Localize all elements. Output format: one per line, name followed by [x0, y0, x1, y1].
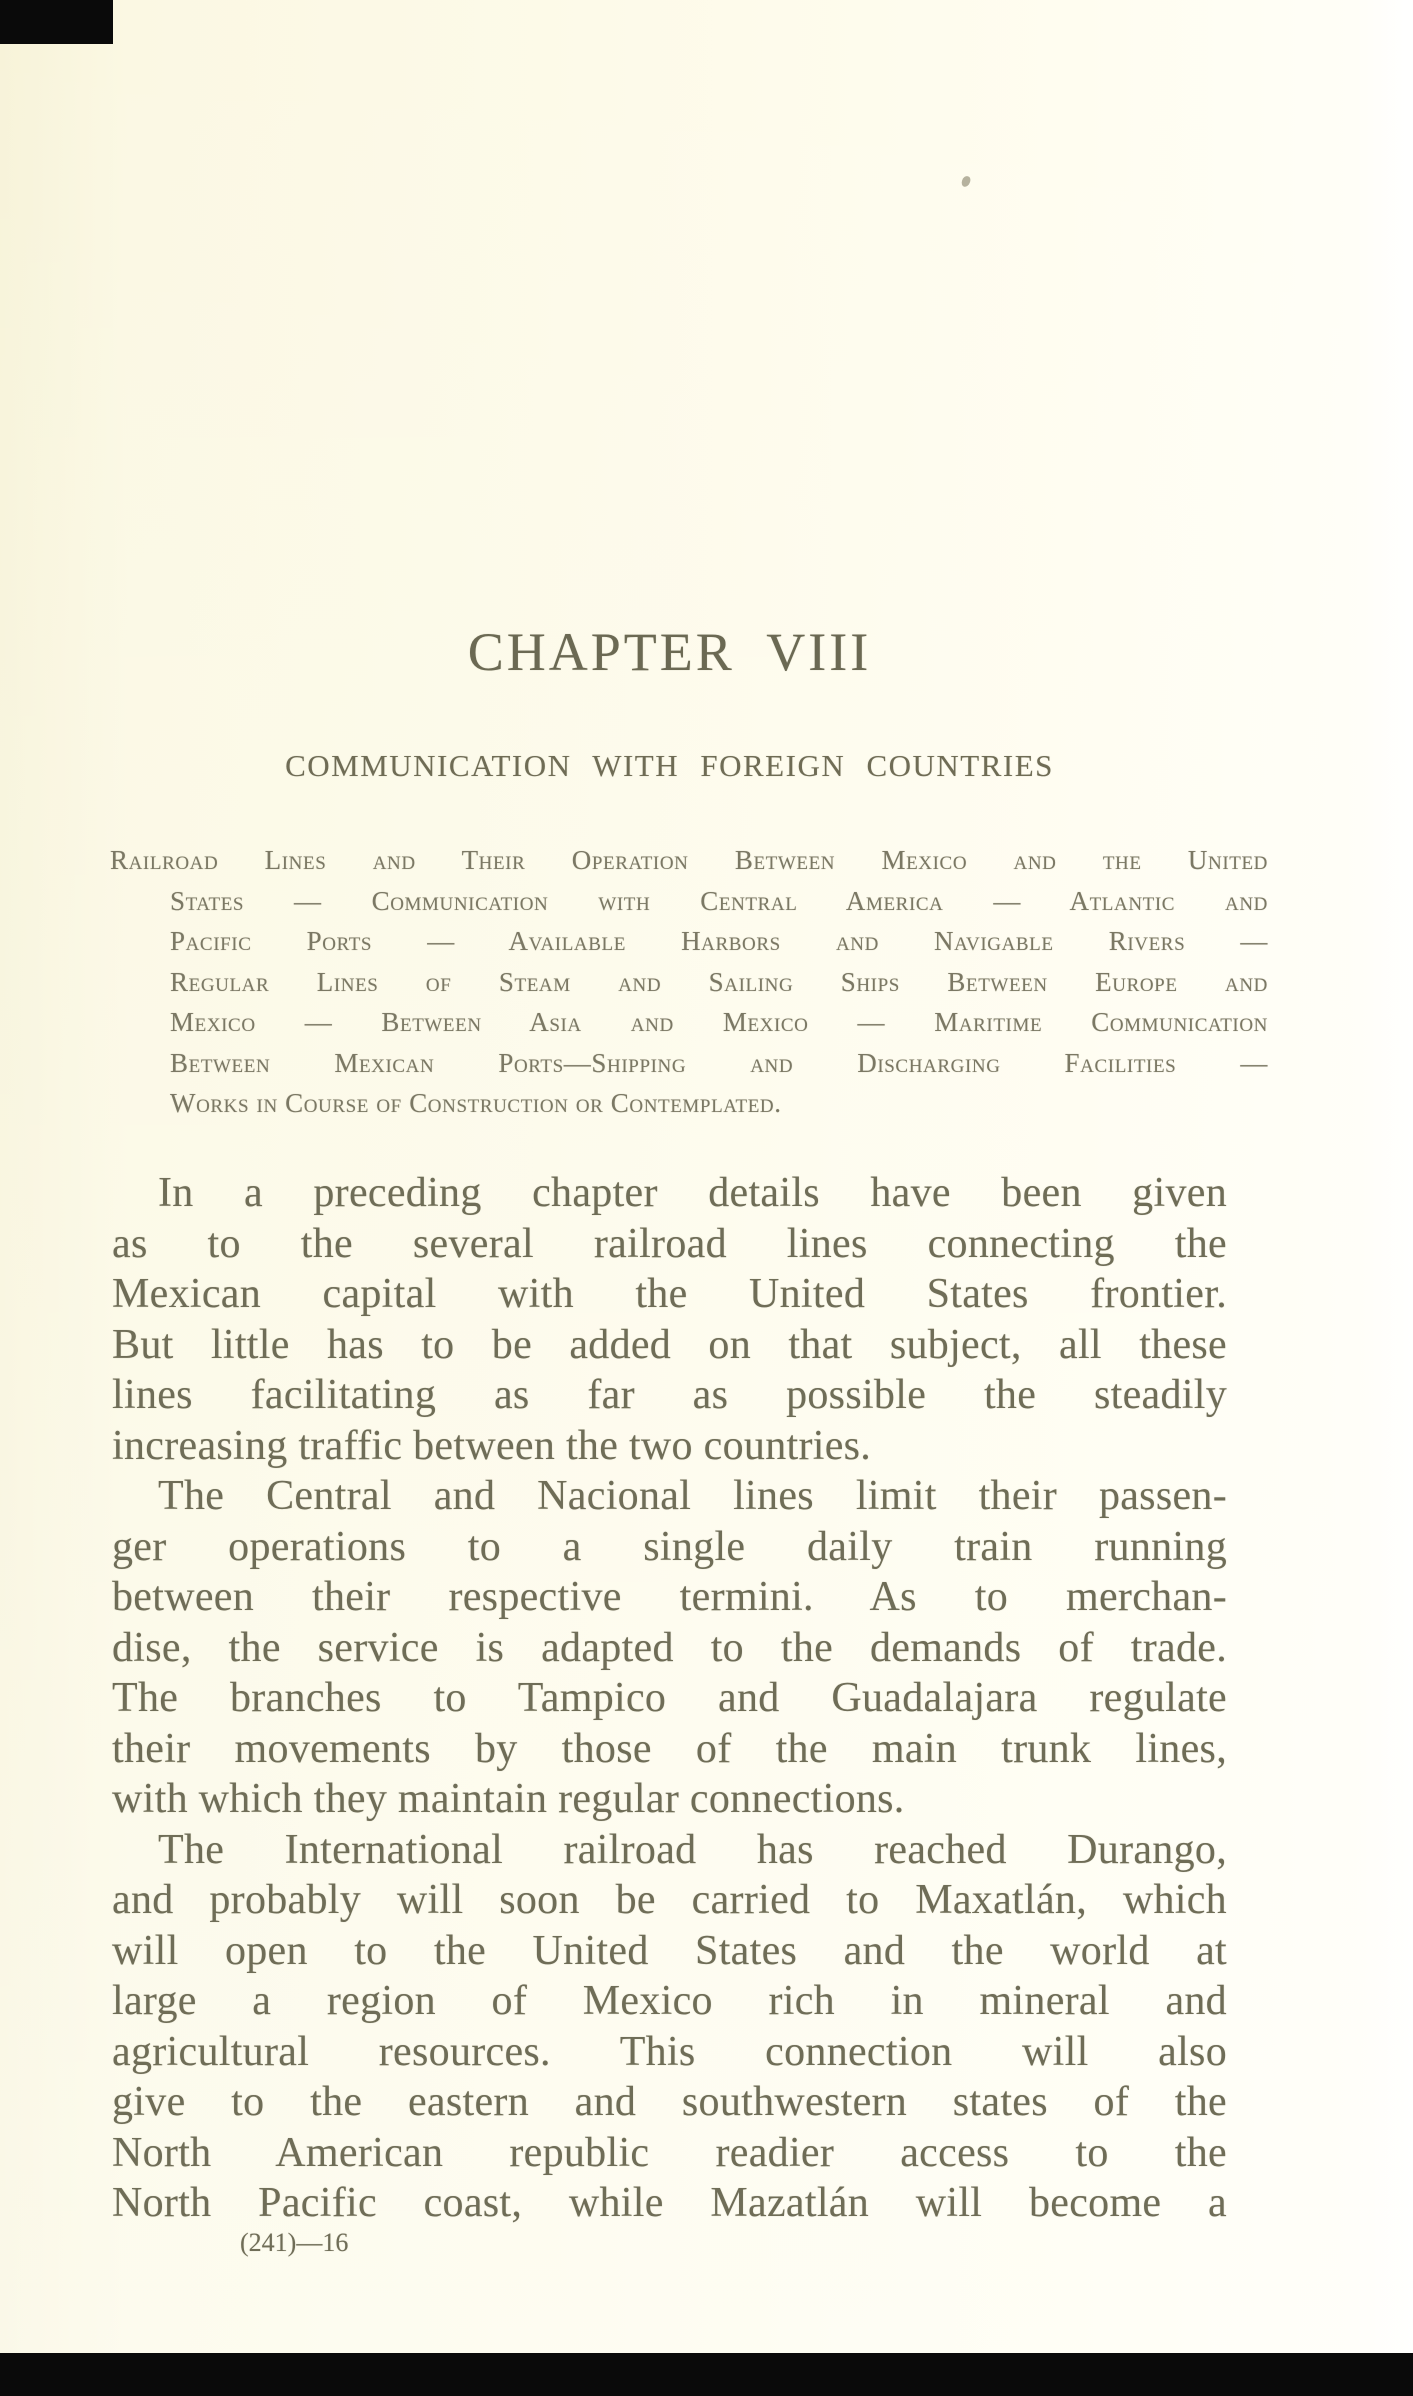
body-line: lines facilitating as far as possible the steadily	[112, 1372, 1227, 1418]
body-line: with which they maintain regular connections.	[112, 1776, 905, 1822]
summary-line: Mexico — Between Asia and Mexico — Maritime Communication	[170, 1007, 1268, 1037]
body-line: The Central and Nacional lines limit their passen-	[158, 1473, 1227, 1519]
summary-line: States — Communication with Central America — Atlantic and	[170, 885, 1268, 916]
summary-line: Pacific Ports — Available Harbors and Navigable Rivers —	[170, 926, 1268, 956]
summary-line: Between Mexican Ports—Shipping and Discharging Facilities —	[170, 1047, 1268, 1078]
body-line: The branches to Tampico and Guadalajara regulate	[112, 1675, 1227, 1721]
scan-edge-artifact-top-left	[0, 0, 113, 44]
page-number: (241)—16	[240, 2228, 349, 2257]
summary-line: Railroad Lines and Their Operation Between Mexico and the United	[110, 845, 1268, 875]
body-line: between their respective termini. As to merchan-	[112, 1574, 1227, 1620]
body-line: ger operations to a single daily train running	[112, 1523, 1227, 1570]
body-text	[112, 1168, 1227, 2229]
body-line: But little has to be added on that subject, all these	[112, 1321, 1227, 1368]
scan-edge-artifact-bottom	[0, 2353, 1413, 2396]
body-line: North Pacific coast, while Mazatlán will become a	[112, 2180, 1227, 2226]
chapter-subtitle: COMMUNICATION WITH FOREIGN COUNTRIES	[285, 748, 1054, 783]
body-line: agricultural resources. This connection will also	[112, 2028, 1227, 2075]
summary-line: Works in Course of Construction or Contemplated.	[170, 1088, 782, 1118]
body-line: will open to the United States and the world at	[112, 1927, 1227, 1974]
body-line: and probably will soon be carried to Maxatlán, which	[112, 1877, 1227, 1923]
chapter-title: CHAPTER VIII	[467, 622, 872, 682]
body-line: large a region of Mexico rich in mineral and	[112, 1978, 1227, 2024]
body-line: Mexican capital with the United States frontier.	[112, 1271, 1227, 1317]
body-line: The International railroad has reached Durango,	[158, 1826, 1227, 1873]
summary-line: Regular Lines of Steam and Sailing Ships Between Europe and	[170, 966, 1268, 997]
body-line: North American republic readier access to the	[112, 2129, 1227, 2176]
body-line: increasing traffic between the two countries.	[112, 1422, 872, 1469]
chapter-summary	[110, 840, 1268, 1124]
body-line: dise, the service is adapted to the demands of trade.	[112, 1624, 1227, 1671]
body-line: In a preceding chapter details have been given	[158, 1170, 1227, 1216]
body-line: their movements by those of the main trunk lines,	[112, 1725, 1227, 1772]
body-line: give to the eastern and southwestern states of the	[112, 2079, 1227, 2125]
dust-speck	[960, 175, 971, 188]
body-line: as to the several railroad lines connecting the	[112, 1220, 1227, 1267]
